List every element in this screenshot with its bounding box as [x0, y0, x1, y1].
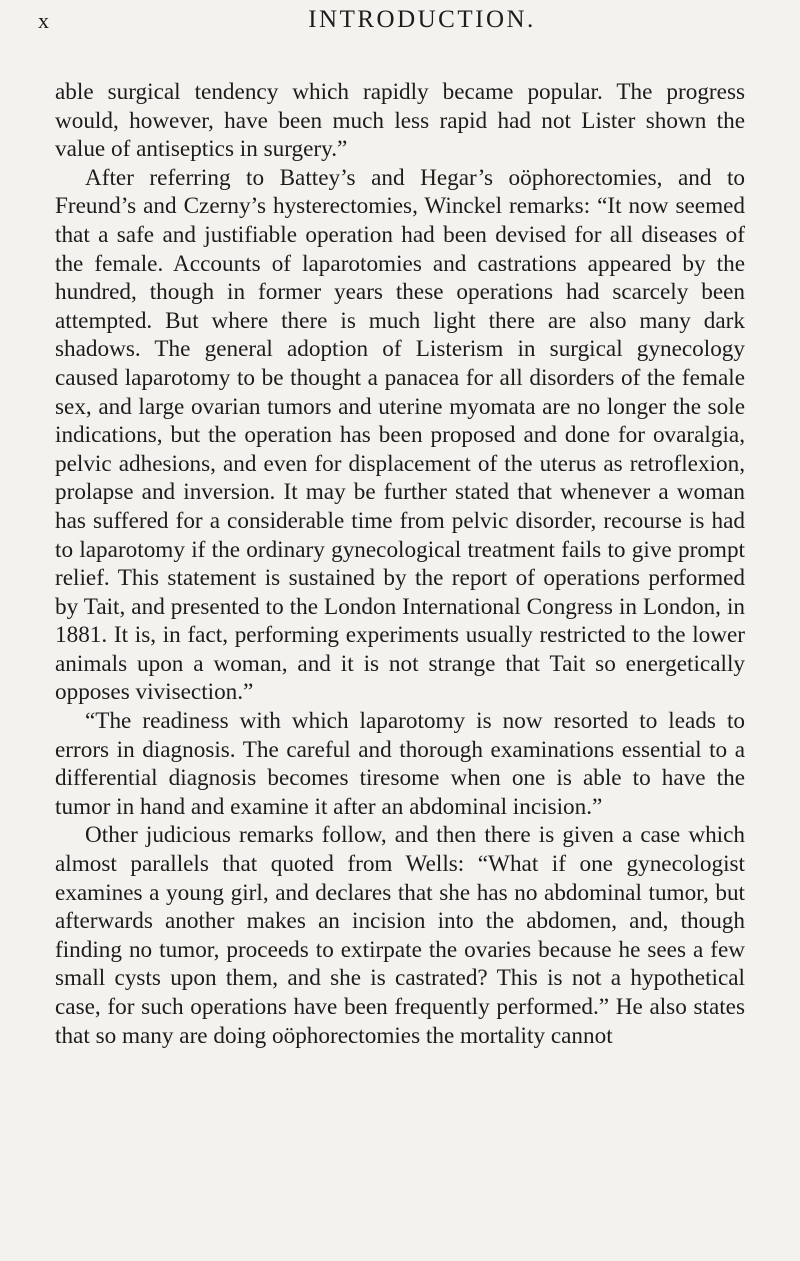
- body-text: [55, 78, 745, 1050]
- page-number: x: [38, 8, 50, 33]
- paragraph-diagnosis-quote: “The readiness with which laparotomy is now resorted to leads to errors in diagnosis. The careful and thorough examinations essential to a differential diagnosis becomes tiresome when one is able to have the tumor in hand and examine it after an abdominal incision.”: [55, 708, 745, 820]
- running-head: [0, 6, 800, 42]
- paragraph-continuation: able surgical tendency which rapidly became popular. The progress would, however, have been much less rapid had not Lister shown the value of antiseptics in surgery.”: [55, 79, 745, 163]
- running-title: INTRODUCTION.: [308, 6, 536, 33]
- paragraph-winckel-quote: After referring to Battey’s and Hegar’s oöphorectomies, and to Freund’s and Czerny’s hysterectomies, Winckel remarks: “It now seemed that a safe and justifiable operation had been devised for all diseases of the female. Accounts of laparotomies and castrations appeared by the hundred, though in former years these operations had scarcely been attempted. But where there is much light there are also many dark shadows. The general adoption of Listerism in surgical gynecology caused laparotomy to be thought a panacea for all disorders of the female sex, and large ovarian tumors and uterine myomata are no longer the sole indications, but the operation has been proposed and done for ovaralgia, pelvic adhesions, and even for displacement of the uterus as retroflexion, prolapse and inversion. It may be further stated that whenever a woman has suffered for a considerable time from pelvic disorder, recourse is had to laparotomy if the ordinary gynecological treatment fails to give prompt relief. This statement is sustained by the report of operations performed by Tait, and presented to the London International Congress in London, in 1881. It is, in fact, performing experiments usually restricted to the lower animals upon a woman, and it is not strange that Tait so energetically opposes vivisection.”: [55, 164, 745, 706]
- paragraph-judicious-remarks: Other judicious remarks follow, and then there is given a case which almost parallels that quoted from Wells: “What if one gynecologist examines a young girl, and declares that she has no abdominal tumor, but afterwards another makes an incision into the abdomen, and, though finding no tumor, proceeds to extirpate the ovaries because he sees a few small cysts upon them, and she is castrated? This is not a hypothetical case, for such operations have been frequently performed.” He also states that so many are doing oöphorectomies the mortality cannot: [55, 822, 745, 1049]
